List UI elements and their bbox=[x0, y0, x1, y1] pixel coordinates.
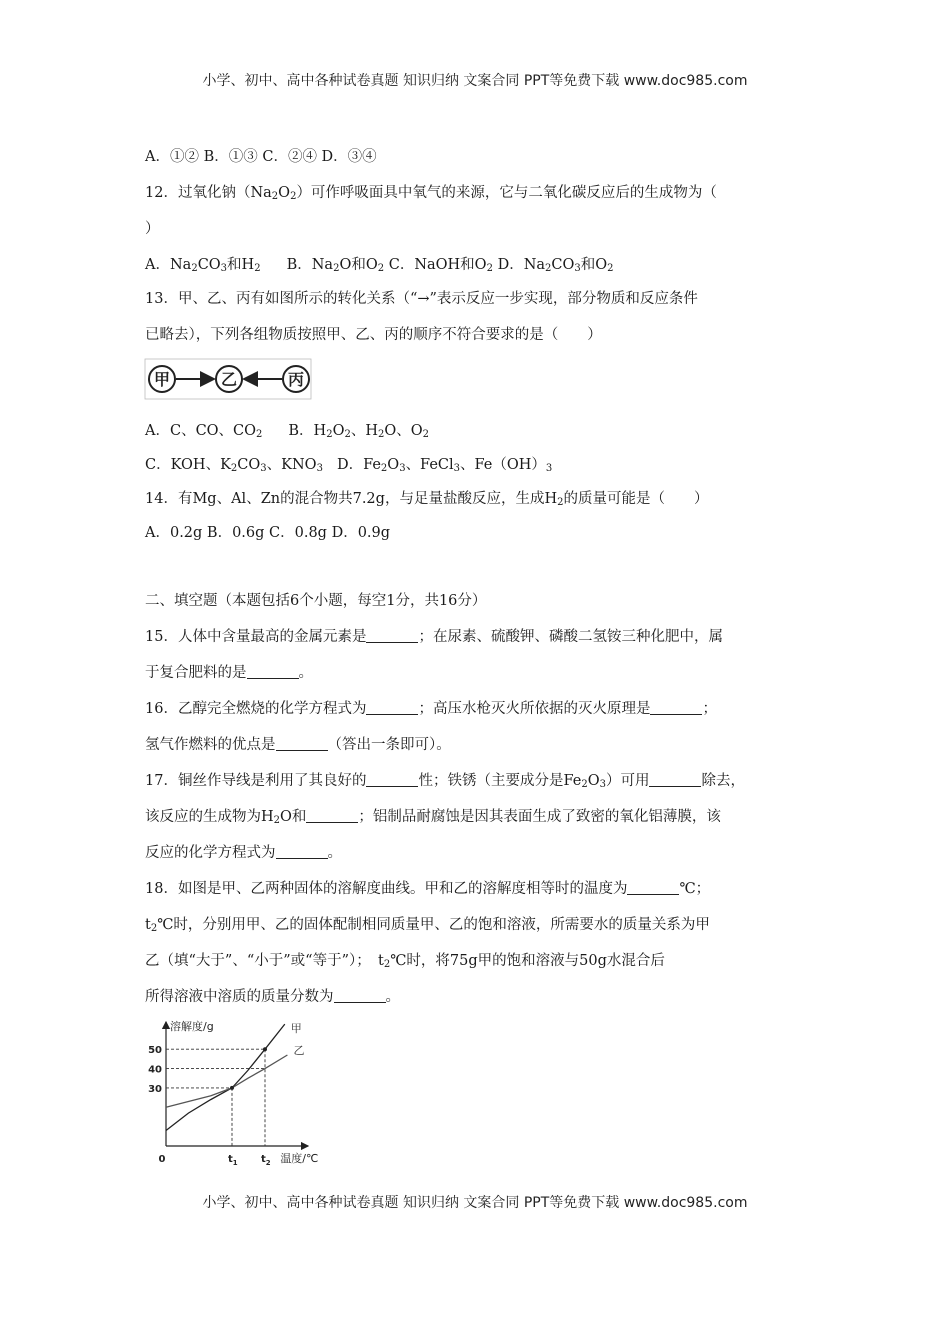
answer-blank[interactable] bbox=[247, 664, 299, 679]
q14-stem: 14．有Mg、Al、Zn的混合物共7.2g，与足量盐酸反应，生成$H_2$的质量可能是（ ） bbox=[145, 491, 709, 508]
q14-options: A．0.2g B．0.6g C．0.8g D．0.9g bbox=[145, 525, 391, 541]
q18-line4: 所得溶液中溶质的质量分数为 。 bbox=[145, 989, 400, 1005]
diagram-node-bing-label: 丙 bbox=[287, 370, 305, 389]
q12-stem: 12．过氧化钠$(Na_2O_2)$可作呼吸面具中氧气的来源，它与二氧化碳反应后的生成物为（ bbox=[145, 185, 717, 202]
answer-blank[interactable] bbox=[366, 772, 418, 787]
y-axis-label: 溶解度/g bbox=[170, 1020, 214, 1033]
section2-title: 二、填空题（本题包括6个小题，每空1分，共16分） bbox=[145, 593, 487, 609]
q17-line1: 17．铜丝作导线是利用了其良好的 性；铁锈（主要成分是$Fe_2O_3$）可用 除去， bbox=[145, 773, 745, 790]
diagram-node-jia-label: 甲 bbox=[153, 370, 171, 389]
q12-options: A．$Na_2CO_3$和$H_2$ B．$Na_2O$和$O_2$ C．NaOH和$O_2$ D．$Na_2CO_3$和$O_2$ bbox=[145, 257, 614, 274]
answer-blank[interactable] bbox=[276, 736, 328, 751]
q13-conversion-diagram bbox=[144, 358, 314, 402]
diagram-node-yi-label: 乙 bbox=[220, 370, 238, 389]
solubility-chart bbox=[148, 1018, 338, 1166]
y-tick-label: 30 bbox=[148, 1083, 162, 1095]
answer-blank[interactable] bbox=[306, 808, 358, 823]
q15-line2: 于复合肥料的是 。 bbox=[145, 665, 313, 681]
q13-stem-line1: 13．甲、乙、丙有如图所示的转化关系（“→”表示反应一步实现，部分物质和反应条件 bbox=[145, 291, 698, 307]
q16-line1: 16．乙醇完全燃烧的化学方程式为 ；高压水枪灭火所依据的灭火原理是 ； bbox=[145, 701, 717, 717]
series-label-jia: 甲 bbox=[290, 1022, 302, 1035]
answer-blank[interactable] bbox=[334, 988, 386, 1003]
answer-blank[interactable] bbox=[366, 700, 418, 715]
q13-options-cd: C．KOH、$K_2CO_3$、$KNO_3$ D．$Fe_2O_3$、FeCl$_3$、$Fe(OH)_3$ bbox=[145, 457, 553, 474]
answer-blank[interactable] bbox=[276, 844, 328, 859]
answer-blank[interactable] bbox=[650, 700, 702, 715]
origin-label: 0 bbox=[158, 1154, 166, 1165]
series-label-yi: 乙 bbox=[293, 1044, 305, 1057]
series-line-yi bbox=[166, 1055, 287, 1107]
intersection-point-t1 bbox=[230, 1086, 234, 1090]
q17-line3: 反应的化学方程式为 。 bbox=[145, 845, 342, 861]
y-tick-label: 40 bbox=[148, 1064, 162, 1076]
footer-banner: 小学、初中、高中各种试卷真题 知识归纳 文案合同 PPT等免费下载 www.doc985.com bbox=[202, 1195, 748, 1211]
q17-line2: 该反应的生成物为$H_2O$和 ；铝制品耐腐蚀是因其表面生成了致密的氧化铝薄膜，该 bbox=[145, 809, 721, 826]
series-line-jia bbox=[166, 1024, 285, 1130]
intersection-point-t2 bbox=[263, 1047, 267, 1051]
x-axis-label: 温度/℃ bbox=[280, 1152, 319, 1165]
y-tick-label: 50 bbox=[148, 1045, 162, 1057]
q18-line1: 18．如图是甲、乙两种固体的溶解度曲线。甲和乙的溶解度相等时的温度为 ℃； bbox=[145, 881, 711, 897]
answer-blank[interactable] bbox=[366, 628, 418, 643]
answer-blank[interactable] bbox=[627, 880, 679, 895]
header-banner: 小学、初中、高中各种试卷真题 知识归纳 文案合同 PPT等免费下载 www.doc985.com bbox=[202, 73, 748, 89]
x-tick-label-t2: $t_2$ bbox=[261, 1154, 271, 1166]
q13-stem-line2: 已略去），下列各组物质按照甲、乙、丙的顺序不符合要求的是（ ） bbox=[145, 327, 602, 343]
answer-blank[interactable] bbox=[649, 772, 701, 787]
q13-options-ab: A．C、CO、$CO_2$ B．$H_2O_2$、$H_2O$、$O_2$ bbox=[145, 423, 430, 440]
q18-line3: 乙（填“大于”、“小于”或“等于”）； $t_2℃$时，将75g甲的饱和溶液与50g水混合后 bbox=[145, 953, 665, 970]
q11-options: A．①② B．①③ C．②④ D．③④ bbox=[145, 149, 377, 165]
q16-line2: 氢气作燃料的优点是 （答出一条即可）。 bbox=[145, 737, 451, 753]
x-tick-label-t1: $t_1$ bbox=[228, 1154, 238, 1166]
q18-line2: $t_2℃$时，分别用甲、乙的固体配制相同质量甲、乙的饱和溶液，所需要水的质量关系为甲 bbox=[145, 917, 710, 934]
q15-line1: 15．人体中含量最高的金属元素是 ；在尿素、硫酸钾、磷酸二氢铵三种化肥中，属 bbox=[145, 629, 723, 645]
q12-stem-end: ） bbox=[145, 221, 160, 237]
